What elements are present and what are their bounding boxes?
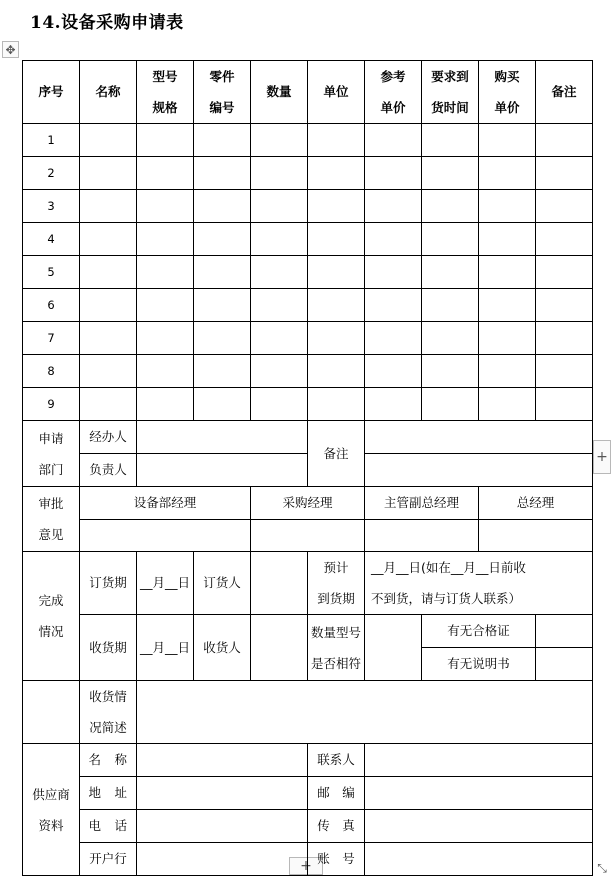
cell-model[interactable] <box>137 388 194 421</box>
orderer-label: 订货人 <box>194 552 251 615</box>
cell-remark[interactable] <box>536 190 593 223</box>
order-date-label: 订货期 <box>80 552 137 615</box>
cell-remark[interactable] <box>536 157 593 190</box>
cell-part[interactable] <box>194 157 251 190</box>
header-ref-price <box>365 61 422 124</box>
cell-model[interactable] <box>137 157 194 190</box>
cell-buy-price[interactable] <box>479 124 536 157</box>
cert-input[interactable] <box>536 615 593 648</box>
cell-part[interactable] <box>194 322 251 355</box>
expected-line2: 到货期 <box>317 591 355 606</box>
match-input[interactable] <box>365 615 422 681</box>
cell-name[interactable] <box>80 190 137 223</box>
cell-req-time[interactable] <box>422 157 479 190</box>
order-date-value[interactable]: __月__日 <box>137 552 194 615</box>
header-part-line2: 编号 <box>209 100 235 115</box>
cell-qty[interactable] <box>251 289 308 322</box>
supplier-line2: 资料 <box>38 817 64 833</box>
applicant-dept-line1: 申请 <box>38 430 64 446</box>
cell-req-time[interactable] <box>422 190 479 223</box>
cell-name[interactable] <box>80 322 137 355</box>
header-qty: 数量 <box>251 61 308 124</box>
header-model-line2: 规格 <box>152 100 178 115</box>
cell-remark[interactable] <box>536 289 593 322</box>
cell-ref-price[interactable] <box>365 124 422 157</box>
match-label <box>308 615 365 681</box>
purchase-manager-label: 采购经理 <box>251 487 365 520</box>
header-part <box>194 61 251 124</box>
expected-label <box>308 552 365 615</box>
applicant-remark-label: 备注 <box>308 421 365 487</box>
cell-req-time[interactable] <box>422 124 479 157</box>
supplier-bank-label: 开户行 <box>80 843 137 876</box>
supplier-postcode-input[interactable] <box>365 777 593 810</box>
applicant-remark-input-2[interactable] <box>365 454 593 487</box>
header-unit: 单位 <box>308 61 365 124</box>
cell-model[interactable] <box>137 355 194 388</box>
cert-label: 有无合格证 <box>422 615 536 648</box>
manual-input[interactable] <box>536 648 593 681</box>
cell-buy-price[interactable] <box>479 256 536 289</box>
applicant-remark-input[interactable] <box>365 421 593 454</box>
cell-model[interactable] <box>137 289 194 322</box>
cell-remark[interactable] <box>536 355 593 388</box>
completion-label-cont <box>23 681 80 744</box>
deputy-gm-input[interactable] <box>365 520 479 552</box>
receive-date-value[interactable]: __月__日 <box>137 615 194 681</box>
match-line1: 数量型号 <box>311 624 362 640</box>
row-number: 9 <box>23 388 80 421</box>
header-ref-line1: 参考 <box>380 69 406 84</box>
cell-req-time[interactable] <box>422 256 479 289</box>
header-req-line2: 货时间 <box>431 100 469 115</box>
supplier-contact-input[interactable] <box>365 744 593 777</box>
approval-label <box>23 487 80 552</box>
orderer-input[interactable] <box>251 552 308 615</box>
row-number: 2 <box>23 157 80 190</box>
cell-part[interactable] <box>194 124 251 157</box>
cell-model[interactable] <box>137 124 194 157</box>
cell-part[interactable] <box>194 289 251 322</box>
applicant-dept-label <box>23 421 80 487</box>
deputy-gm-label: 主管副总经理 <box>365 487 479 520</box>
cell-unit[interactable] <box>308 190 365 223</box>
expected-note-line1: __月__日(如在__月__日前收 <box>371 560 526 575</box>
cell-qty[interactable] <box>251 256 308 289</box>
expected-note[interactable] <box>365 552 593 615</box>
cell-buy-price[interactable] <box>479 223 536 256</box>
cell-part[interactable] <box>194 190 251 223</box>
header-name: 名称 <box>80 61 137 124</box>
row-number: 6 <box>23 289 80 322</box>
cell-ref-price[interactable] <box>365 190 422 223</box>
cell-model[interactable] <box>137 322 194 355</box>
cell-qty[interactable] <box>251 388 308 421</box>
purchase-request-form <box>22 60 593 876</box>
header-buy-line1: 购买 <box>494 69 520 84</box>
cell-unit[interactable] <box>308 256 365 289</box>
cell-ref-price[interactable] <box>365 289 422 322</box>
table-row <box>23 223 593 256</box>
cell-buy-price[interactable] <box>479 289 536 322</box>
receive-date-label: 收货期 <box>80 615 137 681</box>
summary-label <box>80 681 137 744</box>
supplier-account-input[interactable] <box>365 843 593 876</box>
supplier-fax-input[interactable] <box>365 810 593 843</box>
cell-name[interactable] <box>80 124 137 157</box>
cell-remark[interactable] <box>536 388 593 421</box>
header-part-line1: 零件 <box>209 69 235 84</box>
cell-unit[interactable] <box>308 355 365 388</box>
move-arrows-icon[interactable]: ✥ <box>2 41 19 58</box>
completion-label <box>23 552 80 681</box>
add-row-plus-icon[interactable]: + <box>289 857 323 875</box>
table-row <box>23 388 593 421</box>
header-buy-price <box>479 61 536 124</box>
cell-model[interactable] <box>137 256 194 289</box>
cell-req-time[interactable] <box>422 388 479 421</box>
cell-req-time[interactable] <box>422 223 479 256</box>
row-number: 7 <box>23 322 80 355</box>
cell-remark[interactable] <box>536 223 593 256</box>
manager-input[interactable] <box>137 454 308 487</box>
page-title: 14.设备采购申请表 <box>30 13 184 33</box>
supplier-name-label: 名 称 <box>80 744 137 777</box>
supplier-phone-input[interactable] <box>137 810 308 843</box>
purchase-manager-input[interactable] <box>251 520 365 552</box>
cell-part[interactable] <box>194 256 251 289</box>
gm-input[interactable] <box>479 520 593 552</box>
completion-line1: 完成 <box>38 593 64 608</box>
header-model <box>137 61 194 124</box>
cell-unit[interactable] <box>308 157 365 190</box>
equipment-manager-label: 设备部经理 <box>80 487 251 520</box>
supplier-address-label: 地 址 <box>80 777 137 810</box>
cell-remark[interactable] <box>536 256 593 289</box>
cell-ref-price[interactable] <box>365 355 422 388</box>
supplier-phone-label: 电 话 <box>80 810 137 843</box>
cell-qty[interactable] <box>251 124 308 157</box>
row-number: 1 <box>23 124 80 157</box>
supplier-name-input[interactable] <box>137 744 308 777</box>
row-number: 4 <box>23 223 80 256</box>
gm-label: 总经理 <box>479 487 593 520</box>
cell-unit[interactable] <box>308 223 365 256</box>
cell-ref-price[interactable] <box>365 322 422 355</box>
manager-label: 负责人 <box>80 454 137 487</box>
supplier-label <box>23 744 80 876</box>
header-model-line1: 型号 <box>152 69 178 84</box>
approval-line1: 审批 <box>38 496 64 511</box>
cell-name[interactable] <box>80 289 137 322</box>
supplier-address-input[interactable] <box>137 777 308 810</box>
cell-name[interactable] <box>80 157 137 190</box>
row-number: 3 <box>23 190 80 223</box>
expected-note-line2: 不到货，请与订货人联系） <box>371 591 522 606</box>
cell-ref-price[interactable] <box>365 157 422 190</box>
cell-name[interactable] <box>80 388 137 421</box>
add-column-plus-icon[interactable]: + <box>593 440 611 474</box>
cell-buy-price[interactable] <box>479 190 536 223</box>
cell-buy-price[interactable] <box>479 157 536 190</box>
receiver-input[interactable] <box>251 615 308 681</box>
supplier-postcode-label: 邮 编 <box>308 777 365 810</box>
supplier-account-label: 账 号 <box>308 843 365 876</box>
header-req-line1: 要求到 <box>431 69 469 84</box>
header-seq: 序号 <box>23 61 80 124</box>
manual-label: 有无说明书 <box>422 648 536 681</box>
cell-name[interactable] <box>80 355 137 388</box>
table-row <box>23 157 593 190</box>
table-row <box>23 322 593 355</box>
cell-ref-price[interactable] <box>365 388 422 421</box>
cell-buy-price[interactable] <box>479 388 536 421</box>
cell-buy-price[interactable] <box>479 355 536 388</box>
resize-diagonal-icon[interactable]: ⤡ <box>597 861 607 875</box>
summary-input[interactable] <box>137 681 593 744</box>
cell-part[interactable] <box>194 223 251 256</box>
cell-req-time[interactable] <box>422 322 479 355</box>
cell-qty[interactable] <box>251 355 308 388</box>
cell-qty[interactable] <box>251 157 308 190</box>
cell-part[interactable] <box>194 388 251 421</box>
completion-line2: 情况 <box>38 624 64 639</box>
handler-input[interactable] <box>137 421 308 454</box>
expected-line1: 预计 <box>323 560 349 575</box>
applicant-dept-line2: 部门 <box>38 461 64 477</box>
cell-unit[interactable] <box>308 322 365 355</box>
row-number: 8 <box>23 355 80 388</box>
supplier-contact-label: 联系人 <box>308 744 365 777</box>
table-row <box>23 190 593 223</box>
table-row <box>23 289 593 322</box>
receiver-label: 收货人 <box>194 615 251 681</box>
summary-line1: 收货情 <box>89 689 127 704</box>
cell-ref-price[interactable] <box>365 256 422 289</box>
header-buy-line2: 单价 <box>494 100 520 115</box>
supplier-bank-input[interactable] <box>137 843 308 876</box>
cell-name[interactable] <box>80 223 137 256</box>
cell-remark[interactable] <box>536 322 593 355</box>
cell-remark[interactable] <box>536 124 593 157</box>
cell-model[interactable] <box>137 190 194 223</box>
table-row <box>23 355 593 388</box>
cell-name[interactable] <box>80 256 137 289</box>
cell-unit[interactable] <box>308 388 365 421</box>
handler-label: 经办人 <box>80 421 137 454</box>
row-number: 5 <box>23 256 80 289</box>
table-row <box>23 256 593 289</box>
cell-unit[interactable] <box>308 289 365 322</box>
header-remark: 备注 <box>536 61 593 124</box>
cell-buy-price[interactable] <box>479 322 536 355</box>
supplier-line1: 供应商 <box>32 786 70 802</box>
header-required-time <box>422 61 479 124</box>
cell-req-time[interactable] <box>422 355 479 388</box>
header-ref-line2: 单价 <box>380 100 406 115</box>
cell-part[interactable] <box>194 355 251 388</box>
cell-ref-price[interactable] <box>365 223 422 256</box>
cell-qty[interactable] <box>251 223 308 256</box>
match-line2: 是否相符 <box>311 655 362 671</box>
approval-line2: 意见 <box>38 527 64 542</box>
equipment-manager-input[interactable] <box>80 520 251 552</box>
table-row <box>23 124 593 157</box>
cell-model[interactable] <box>137 223 194 256</box>
cell-qty[interactable] <box>251 322 308 355</box>
cell-unit[interactable] <box>308 124 365 157</box>
cell-qty[interactable] <box>251 190 308 223</box>
supplier-fax-label: 传 真 <box>308 810 365 843</box>
summary-line2: 况简述 <box>89 720 127 735</box>
cell-req-time[interactable] <box>422 289 479 322</box>
